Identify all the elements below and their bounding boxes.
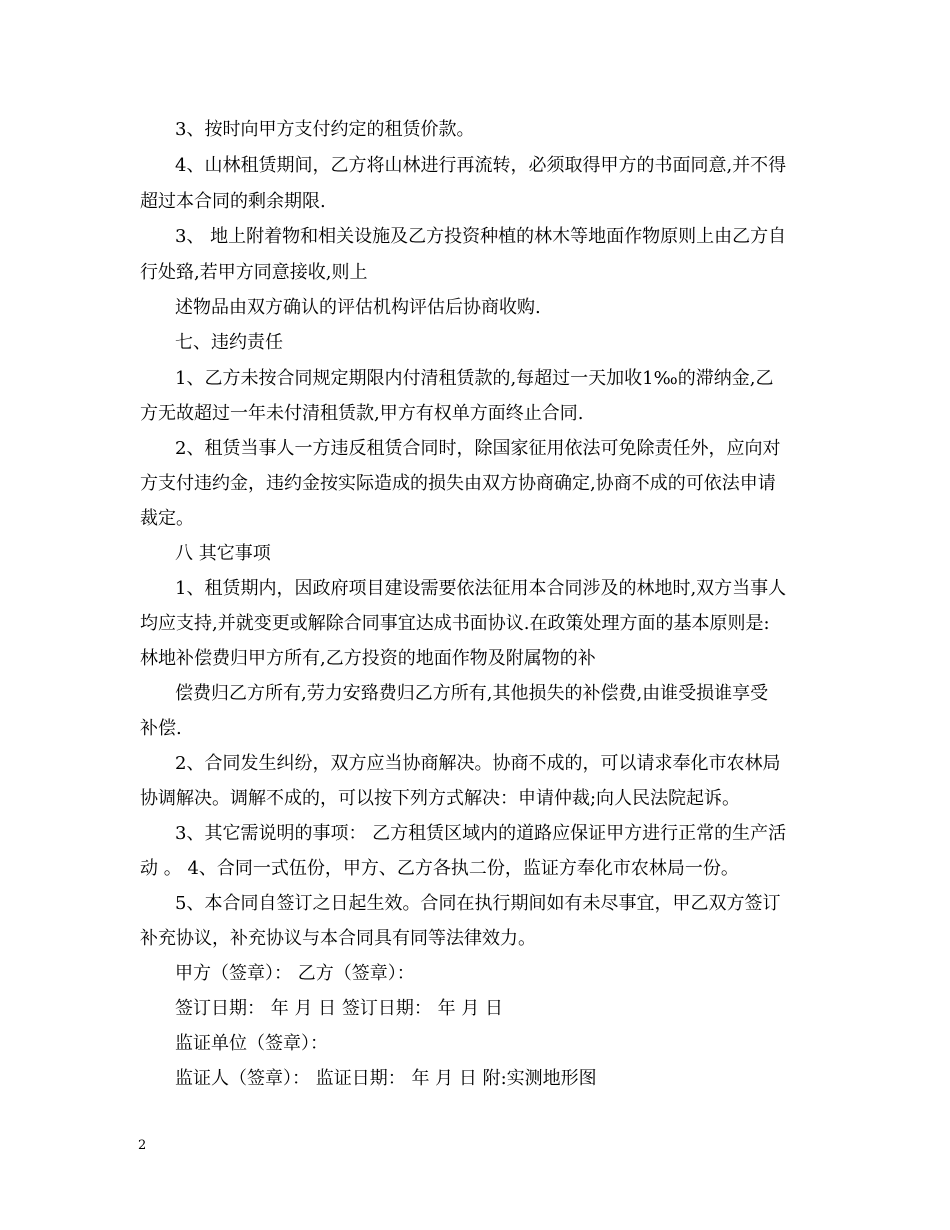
text-line: 4、山林租赁期间，乙方将山林进行再流转，必须取得甲方的书面同意,并不得: [175, 155, 787, 176]
signature-line: 监证单位（签章）：: [175, 1033, 328, 1054]
text-line: 方无故超过一年未付清租赁款,甲方有权单方面终止合同.: [140, 403, 584, 424]
text-line: 3、按时向甲方支付约定的租赁价款。: [175, 119, 475, 140]
text-line: 补充协议，补充协议与本合同具有同等法律效力。: [140, 928, 536, 949]
text-line: 协调解决。调解不成的，可以按下列方式解决：申请仲裁;向人民法院起诉。: [140, 788, 741, 809]
date-line: 签订日期： 年 月 日 签订日期： 年 月 日: [175, 998, 504, 1019]
section-heading: 七、违约责任: [175, 332, 283, 353]
text-line: 1、乙方未按合同规定期限内付清租赁款的,每超过一天加收1‰的滞纳金,乙: [175, 368, 774, 389]
text-line: 方支付违约金，违约金按实际造成的损失由双方协商确定,协商不成的可依法申请: [140, 473, 776, 494]
text-line: 补偿.: [140, 718, 182, 739]
text-line: 林地补偿费归甲方所有,乙方投资的地面作物及附属物的补: [140, 648, 596, 669]
text-line: 1、租赁期内，因政府项目建设需要依法征用本合同涉及的林地时,双方当事人: [175, 578, 787, 599]
text-line: 2、租赁当事人一方违反租赁合同时，除国家征用依法可免除责任外，应向对: [175, 438, 781, 459]
text-line: 2、合同发生纠纷，双方应当协商解决。协商不成的，可以请求奉化市农林局: [175, 753, 781, 774]
signature-line: 监证人（签章）： 监证日期： 年 月 日 附:实测地形图: [175, 1068, 597, 1089]
text-line: 动 。 4、合同一式伍份，甲方、乙方各执二份，监证方奉化市农林局一份。: [140, 858, 739, 879]
text-line: 3、 地上附着物和相关设施及乙方投资种植的林木等地面作物原则上由乙方自: [175, 226, 787, 247]
signature-line: 甲方（签章）： 乙方（签章）：: [175, 963, 415, 984]
text-line: 5、本合同自签订之日起生效。合同在执行期间如有未尽事宜，甲乙双方签订: [175, 893, 781, 914]
text-line: 3、其它需说明的事项： 乙方租赁区域内的道路应保证甲方进行正常的生产活: [175, 823, 787, 844]
text-line: 超过本合同的剩余期限.: [140, 191, 326, 212]
section-heading: 八 其它事项: [175, 543, 271, 564]
text-line: 述物品由双方确认的评估机构评估后协商收购.: [175, 297, 541, 318]
text-line: 行处臵,若甲方同意接收,则上: [140, 262, 368, 283]
text-line: 均应支持,并就变更或解除合同事宜达成书面协议.在政策处理方面的基本原则是:: [140, 613, 770, 634]
text-line: 裁定。: [140, 508, 194, 529]
text-line: 偿费归乙方所有,劳力安臵费归乙方所有,其他损失的补偿费,由谁受损谁享受: [175, 683, 769, 704]
page-number: 2: [138, 1138, 147, 1153]
